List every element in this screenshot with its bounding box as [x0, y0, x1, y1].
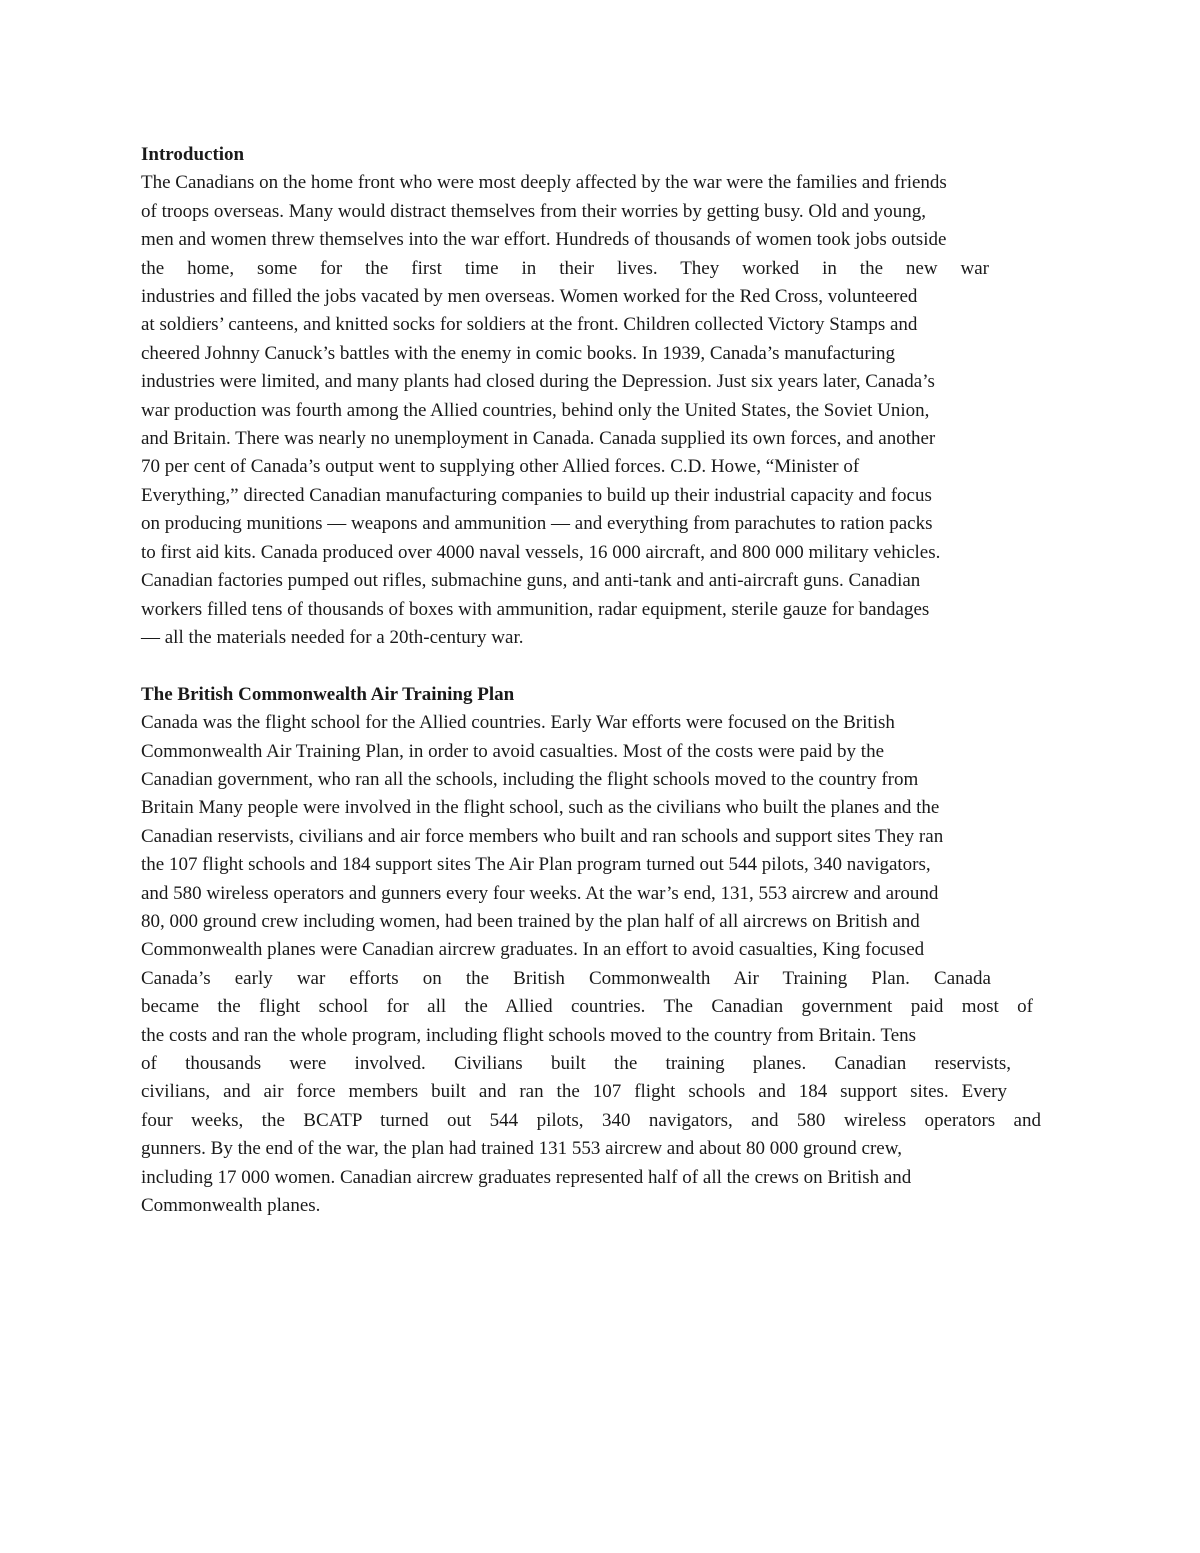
section-heading: Introduction [141, 144, 245, 165]
section-heading: The British Commonwealth Air Training Plan [141, 683, 515, 705]
text-line: The Canadians on the home front who were most deeply affected by the war were the families and friends [141, 172, 947, 194]
text-line: war production was fourth among the Allied countries, behind only the United States, the Soviet Union, [141, 399, 930, 421]
text-line: the costs and ran the whole program, including flight schools moved to the country from Britain. Tens [141, 1024, 917, 1046]
text-line: at soldiers’ canteens, and knitted socks for soldiers at the front. Children collected Victory Stamps and [141, 314, 918, 336]
text-line: on producing munitions — weapons and ammunition — and everything from parachutes to ration packs [141, 513, 933, 535]
paragraph [141, 169, 1061, 652]
text-line: workers filled tens of thousands of boxes with ammunition, radar equipment, sterile gauze for bandages [141, 598, 930, 620]
text-line: the home, some for the first time in their lives. They worked in the new war [141, 257, 989, 279]
text-line: Commonwealth planes. [141, 1195, 321, 1217]
text-line: and 580 wireless operators and gunners every four weeks. At the war’s end, 131, 553 aircrew and around [141, 882, 939, 904]
text-line: gunners. By the end of the war, the plan had trained 131 553 aircrew and about 80 000 ground crew, [141, 1138, 902, 1160]
paragraph [141, 709, 1061, 1220]
text-line: the 107 flight schools and 184 support sites The Air Plan program turned out 544 pilots, 340 navigators, [141, 854, 931, 876]
text-line: Britain Many people were involved in the flight school, such as the civilians who built the planes and the [141, 797, 940, 819]
text-line: of thousands were involved. Civilians built the training planes. Canadian reservists, [141, 1052, 1011, 1074]
text-line: Canadian government, who ran all the schools, including the flight schools moved to the country from [141, 768, 919, 790]
text-line: — all the materials needed for a 20th-century war. [141, 626, 524, 648]
text-line: Canadian factories pumped out rifles, submachine guns, and anti-tank and anti-aircraft guns. Canadian [141, 570, 921, 592]
section-bcatp [141, 681, 1061, 1221]
text-line: to first aid kits. Canada produced over 4000 naval vessels, 16 000 aircraft, and 800 000 military vehicles. [141, 541, 941, 563]
text-line: 80, 000 ground crew including women, had been trained by the plan half of all aircrews on British and [141, 910, 920, 932]
text-line: of troops overseas. Many would distract themselves from their worries by getting busy. Old and young, [141, 200, 927, 222]
text-line: men and women threw themselves into the war effort. Hundreds of thousands of women took jobs outside [141, 229, 947, 251]
section-introduction [141, 141, 1061, 652]
text-line: Everything,” directed Canadian manufacturing companies to build up their industrial capacity and focus [141, 484, 932, 506]
text-line: Canadian reservists, civilians and air force members who built and ran schools and support sites They ran [141, 825, 944, 847]
text-line: civilians, and air force members built and ran the 107 flight schools and 184 support sites. Every [141, 1081, 1007, 1103]
text-line: industries were limited, and many plants had closed during the Depression. Just six years later, Canada’s [141, 371, 935, 393]
text-line: 70 per cent of Canada’s output went to supplying other Allied forces. C.D. Howe, “Minister of [141, 456, 860, 478]
text-line: Commonwealth planes were Canadian aircrew graduates. In an effort to avoid casualties, King focused [141, 939, 925, 961]
text-line: Canada’s early war efforts on the British Commonwealth Air Training Plan. Canada [141, 967, 991, 989]
text-line: and Britain. There was nearly no unemployment in Canada. Canada supplied its own forces, and another [141, 428, 936, 450]
document-page [141, 141, 1061, 1220]
text-line: four weeks, the BCATP turned out 544 pilots, 340 navigators, and 580 wireless operators and [141, 1109, 1041, 1131]
text-line: including 17 000 women. Canadian aircrew graduates represented half of all the crews on British and [141, 1166, 912, 1188]
text-line: industries and filled the jobs vacated by men overseas. Women worked for the Red Cross, volunteered [141, 286, 918, 308]
text-line: Canada was the flight school for the Allied countries. Early War efforts were focused on the British [141, 712, 895, 734]
text-line: Commonwealth Air Training Plan, in order to avoid casualties. Most of the costs were paid by the [141, 740, 885, 762]
text-line: became the flight school for all the Allied countries. The Canadian government paid most of [141, 996, 1033, 1018]
text-line: cheered Johnny Canuck’s battles with the enemy in comic books. In 1939, Canada’s manufacturing [141, 342, 896, 364]
